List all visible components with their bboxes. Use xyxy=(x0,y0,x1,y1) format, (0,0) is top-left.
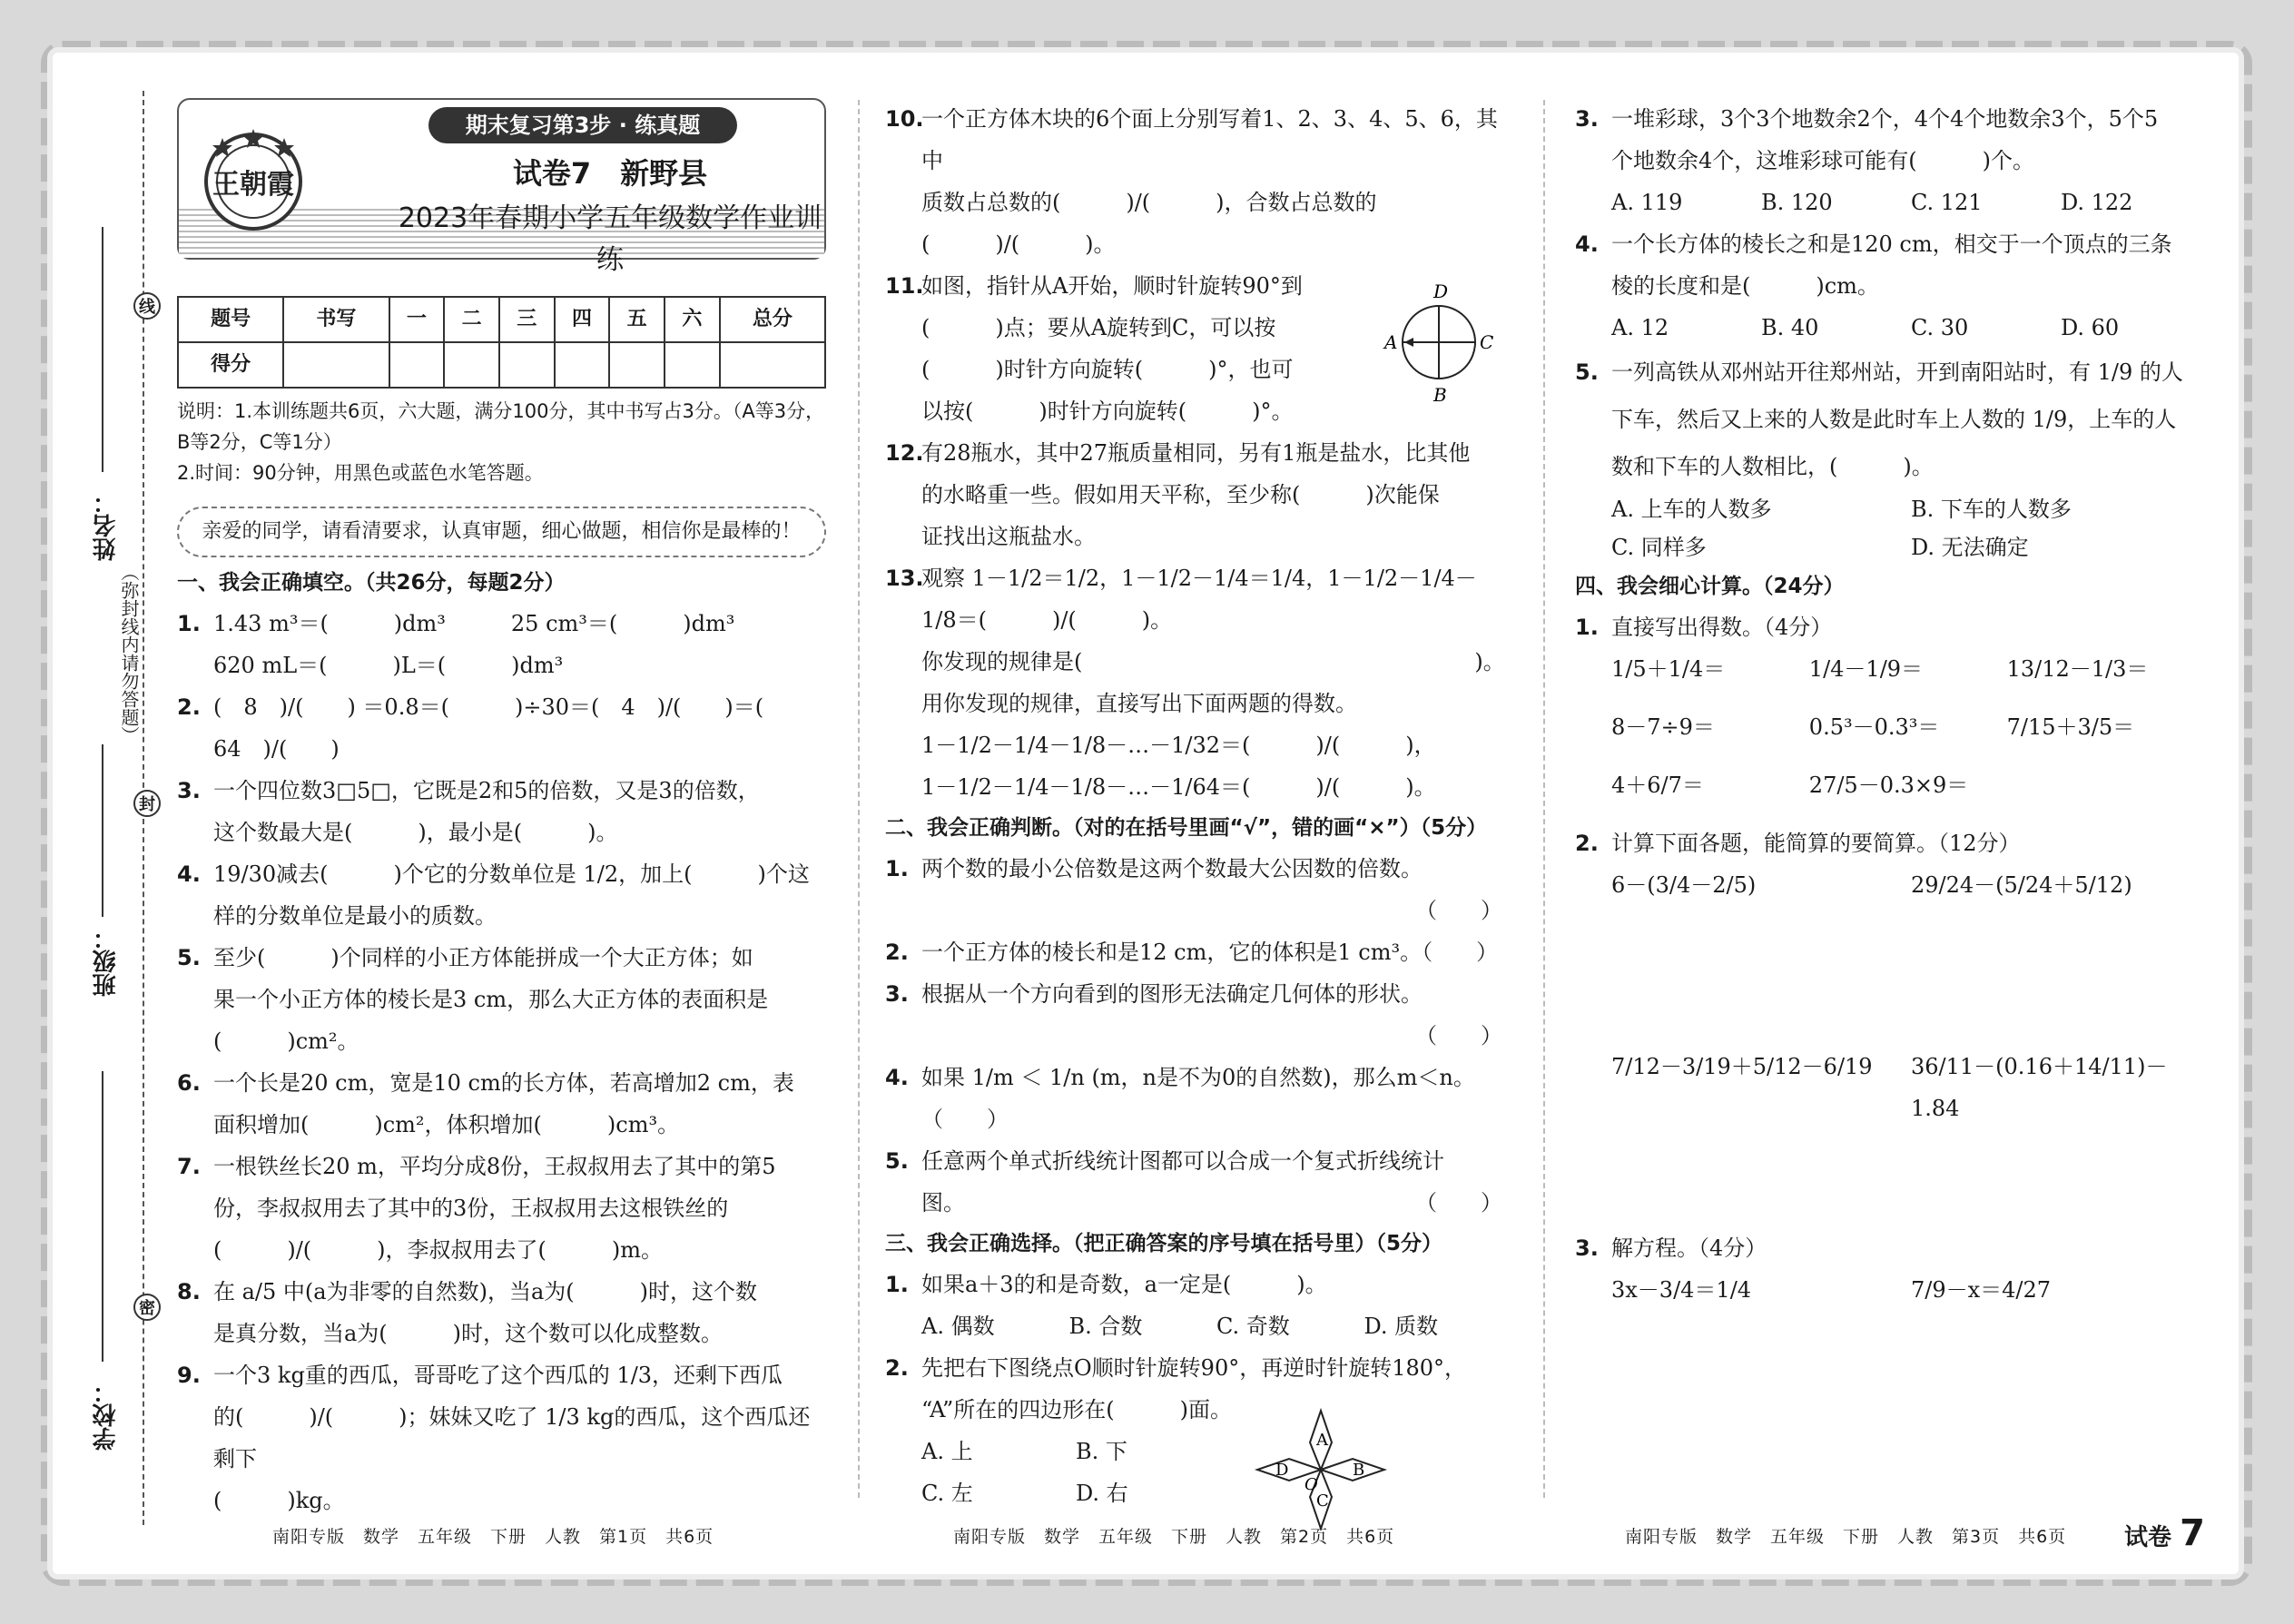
seal-note: （弥封线内请勿答题） xyxy=(118,563,140,744)
calc-item: 29/24－(5/24＋5/12) xyxy=(1911,872,2132,898)
encouragement-box: 亲爱的同学，请看清要求，认真审题，细心做题，相信你是最棒的！ xyxy=(177,507,826,557)
name-label: 姓名： xyxy=(93,490,120,561)
seal-mark-feng: 封 xyxy=(133,790,161,817)
question-11: 11. 如图，指针从A开始，顺时针旋转90°到 ( )点；要从A旋转到C，可以按 ( )时针方向旋转( )°，也可 以按( )时针方向旋转( )°。 D A C B xyxy=(885,265,1511,432)
score-cell[interactable] xyxy=(665,342,720,388)
calc-item: 27/5－0.3×9＝ xyxy=(1808,773,1969,798)
section-title: 二、我会正确判断。（对的在括号里画“√”，错的画“×”）（5分） xyxy=(885,816,1488,840)
option[interactable]: D. 60 xyxy=(2061,315,2120,340)
column-divider xyxy=(1543,100,1545,1498)
calc-item: 1/4－1/9＝ xyxy=(1808,656,1924,682)
choice-options xyxy=(1611,182,2210,223)
exam-header xyxy=(177,98,826,276)
section-title: 四、我会细心计算。（24分） xyxy=(1575,575,1845,598)
score-cell[interactable] xyxy=(389,342,445,388)
name-field[interactable] xyxy=(102,227,103,472)
seal-mark-mi: 密 xyxy=(133,1294,161,1321)
question-5: 5. 至少( )个同样的小正方体能拼成一个大正方体；如 果一个小正方体的棱长是3 cm，那么大正方体的表面积是 ( )cm²。 xyxy=(177,945,769,1054)
calc-item: 6－(3/4－2/5) xyxy=(1611,872,1757,898)
question-1: 1. 1.43 m³＝( )dm³ 25 cm³＝( )dm³ 620 mL＝( )L＝( )dm³ xyxy=(177,611,735,678)
review-step-banner: 期末复习第3步 · 练真题 xyxy=(428,107,737,143)
choice-options xyxy=(921,1305,1511,1347)
column-1 xyxy=(177,98,826,1521)
option[interactable]: A. 上 xyxy=(921,1439,973,1464)
score-header: 总分 xyxy=(720,297,825,342)
judge-2: 2. 一个正方体的棱长和是12 cm，它的体积是1 cm³。（ ） xyxy=(885,940,1499,965)
score-header: 书写 xyxy=(283,297,389,342)
score-table xyxy=(177,296,826,389)
score-cell[interactable] xyxy=(444,342,499,388)
exam-number-tag: 试卷 7 xyxy=(2124,1512,2205,1554)
score-header: 一 xyxy=(389,297,445,342)
section-title: 一、我会正确填空。（共26分，每题2分） xyxy=(177,571,566,595)
answer-paren[interactable]: （ ） xyxy=(1415,1023,1502,1048)
option[interactable]: A. 12 xyxy=(1611,315,1669,340)
paper-subtitle: 2023年春期小学五年级数学作业训练 xyxy=(398,202,822,276)
rhombus-label: A xyxy=(1316,1431,1328,1450)
choice-options xyxy=(921,1431,1230,1472)
judge-3: 3. 根据从一个方向看到的图形无法确定几何体的形状。 （ ） xyxy=(885,973,1511,1057)
option[interactable]: C. 奇数 xyxy=(1216,1314,1290,1339)
option[interactable]: A. 上车的人数多 xyxy=(1611,497,1772,522)
option[interactable]: B. 下车的人数多 xyxy=(1911,497,2072,522)
score-cell[interactable] xyxy=(609,342,665,388)
calc-2: 2. 计算下面各题，能简算的要简算。（12分） xyxy=(1575,831,2021,856)
option[interactable]: C. 30 xyxy=(1911,315,1969,340)
choice-options xyxy=(1611,307,2210,349)
score-header: 三 xyxy=(499,297,555,342)
brand-logo xyxy=(195,125,311,234)
class-field[interactable] xyxy=(102,744,103,917)
svg-text:王朝霞: 王朝霞 xyxy=(212,169,294,201)
calc-item: 7/15＋3/5＝ xyxy=(2006,714,2135,740)
school-field[interactable] xyxy=(102,1071,103,1362)
option[interactable]: D. 质数 xyxy=(1364,1314,1439,1339)
choice-options xyxy=(921,1472,1230,1514)
choice-options xyxy=(1611,528,2210,566)
equation-grid xyxy=(1575,1269,2210,1327)
school-label: 学校： xyxy=(93,1380,120,1451)
question-6: 6. 一个长是20 cm，宽是10 cm的长方体，若高增加2 cm，表 面积增加( )cm²，体积增加( )cm³。 xyxy=(177,1070,794,1137)
calc-item: 13/12－1/3＝ xyxy=(2006,656,2149,682)
option[interactable]: C. 同样多 xyxy=(1611,535,1707,560)
dial-label: C xyxy=(1480,331,1494,353)
score-cell[interactable] xyxy=(499,342,555,388)
calc-item: 3x－3/4＝1/4 xyxy=(1611,1277,1752,1303)
section-title: 三、我会正确选择。（把正确答案的序号填在括号里）（5分） xyxy=(885,1232,1443,1255)
question-4: 4. 19/30减去( )个它的分数单位是 1/2，加上( )个这 样的分数单位是最小的质数。 xyxy=(177,861,810,929)
dial-label: D xyxy=(1433,281,1449,302)
question-8: 8. 在 a/5 中(a为非零的自然数)，当a为( )时，这个数 是真分数，当a为( )时，这个数可以化成整数。 xyxy=(177,1279,757,1346)
question-9: 9. 一个3 kg重的西瓜，哥哥吃了这个西瓜的 1/3，还剩下西瓜 的( )/( )；妹妹又吃了 1/3 kg的西瓜，这个西瓜还剩下 ( )kg。 xyxy=(177,1363,811,1513)
score-header: 五 xyxy=(609,297,665,342)
option[interactable]: C. 121 xyxy=(1911,190,1983,215)
simplify-grid xyxy=(1575,864,2210,1227)
choice-2: 2. 先把右下图绕点O顺时针旋转90°，再逆时针旋转180°， “A”所在的四边形在( )面。 A. 上 B. 下 C. 左 D. 右 A D O B C xyxy=(885,1347,1511,1514)
column-divider xyxy=(858,100,860,1498)
question-3: 3. 一个四位数3□5□，它既是2和5的倍数，又是3的倍数， 这个数最大是( )，最小是( )。 xyxy=(177,778,760,845)
calc-item: 1/5＋1/4＝ xyxy=(1611,656,1726,682)
dial-label: B xyxy=(1433,384,1447,406)
judge-5: 5. 任意两个单式折线统计图都可以合成一个复式折线统计 图。 （ ） xyxy=(885,1140,1511,1224)
score-header-row xyxy=(178,297,825,342)
option[interactable]: B. 40 xyxy=(1761,315,1819,340)
rhombus-label: C xyxy=(1316,1491,1329,1511)
score-header: 六 xyxy=(665,297,720,342)
score-cell[interactable] xyxy=(555,342,610,388)
option[interactable]: B. 合数 xyxy=(1068,1314,1143,1339)
choice-3: 3. 一堆彩球，3个3个地数余2个，4个4个地数余3个，5个5 个地数余4个，这堆彩球可能有( )个。 A. 119 B. 120 C. 121 D. 122 xyxy=(1575,98,2210,223)
option[interactable]: C. 左 xyxy=(921,1481,973,1506)
oral-calc-grid xyxy=(1575,648,2210,822)
rhombus-label: O xyxy=(1305,1475,1318,1494)
question-12: 12. 有28瓶水，其中27瓶质量相同，另有1瓶是盐水，比其他 的水略重一些。假如用天平称，至少称( )次能保 证找出这瓶盐水。 xyxy=(885,440,1471,549)
column-2 xyxy=(885,98,1511,1514)
score-header: 二 xyxy=(444,297,499,342)
score-header: 题号 xyxy=(178,297,283,342)
calc-item: 8－7÷9＝ xyxy=(1611,714,1715,740)
option[interactable]: D. 无法确定 xyxy=(1911,535,2029,560)
calc-item: 0.5³－0.3³＝ xyxy=(1808,714,1940,740)
question-10: 10. 一个正方体木块的6个面上分别写着1、2、3、4、5、6，其中 质数占总数的( )/( )，合数占总数的( )/( )。 xyxy=(885,106,1498,257)
page-footer: 南阳专版 数学 五年级 下册 人教 第1页 共6页 xyxy=(272,1527,714,1547)
page-footer: 南阳专版 数学 五年级 下册 人教 第3页 共6页 xyxy=(1625,1527,2067,1547)
rhombus-figure xyxy=(1248,1402,1393,1538)
calc-item: 7/12－3/19＋5/12－6/19 xyxy=(1611,1054,1873,1079)
calc-item: 4＋6/7＝ xyxy=(1611,773,1704,798)
option[interactable]: D. 右 xyxy=(1076,1481,1128,1506)
dial-label: A xyxy=(1384,331,1398,353)
column-3 xyxy=(1575,98,2210,1327)
choice-1: 1. 如果a＋3的和是奇数，a一定是( )。 A. 偶数 B. 合数 C. 奇数 D. 质数 xyxy=(885,1264,1511,1347)
option[interactable]: D. 122 xyxy=(2061,190,2133,215)
answer-paren[interactable]: （ ） xyxy=(1415,1190,1502,1216)
paper-title: 试卷7 新野县 xyxy=(512,156,708,191)
answer-paren[interactable]: （ ） xyxy=(1415,898,1502,923)
class-label: 班级： xyxy=(93,926,120,997)
option[interactable]: A. 119 xyxy=(1611,190,1683,215)
score-cell[interactable] xyxy=(720,342,825,388)
calc-item: 36/11－(0.16＋14/11)－1.84 xyxy=(1911,1054,2168,1121)
question-7: 7. 一根铁丝长20 m，平均分成8份，王叔叔用去了其中的第5 份，李叔叔用去了其中的3份，王叔叔用去这根铁丝的 ( )/( )，李叔叔用去了( )m。 xyxy=(177,1154,776,1263)
choice-4: 4. 一个长方体的棱长之和是120 cm，相交于一个顶点的三条 棱的长度和是( )cm。 A. 12 B. 40 C. 30 D. 60 xyxy=(1575,223,2210,349)
option[interactable]: B. 120 xyxy=(1761,190,1833,215)
instruction-line: 2.时间：90分钟，用黑色或蓝色水笔答题。 xyxy=(177,462,544,484)
rhombus-label: D xyxy=(1275,1461,1289,1480)
instruction-line: 说明：1.本训练题共6页，六大题，满分100分，其中书写占3分。（A等3分，B等2分，C等1分） xyxy=(177,400,825,453)
score-row xyxy=(178,342,825,388)
rhombus-label: B xyxy=(1353,1461,1365,1480)
calc-1: 1. 直接写出得数。（4分） xyxy=(1575,615,1833,640)
question-2: 2. ( 8 )/( ) ＝0.8＝( )÷30＝( 4 )/( )＝( 64 )/( ) xyxy=(177,694,786,762)
option[interactable]: A. 偶数 xyxy=(921,1314,995,1339)
clock-dial-figure xyxy=(1375,274,1502,410)
calc-item: 7/9－x＝4/27 xyxy=(1911,1277,2052,1303)
calc-3: 3. 解方程。（4分） xyxy=(1575,1235,1767,1261)
choice-options xyxy=(1611,490,2210,528)
option[interactable]: B. 下 xyxy=(1076,1439,1127,1464)
judge-4: 4. 如果 1/m ＜ 1/n (m，n是不为0的自然数)，那么m＜n。（ ） xyxy=(885,1065,1475,1132)
choice-5: 5. 一列高铁从邓州站开往郑州站，开到南阳站时，有 1/9 的人 下车，然后又上来的人数是此时车上人数的 1/9，上车的人 数和下车的人数相比，( )。 A. 上车的人数多 B. 下车的人数多 C. 同样多 D. 无法确定 xyxy=(1575,349,2210,566)
page-footer: 南阳专版 数学 五年级 下册 人教 第2页 共6页 xyxy=(953,1527,1395,1547)
instructions xyxy=(177,396,826,488)
score-header: 四 xyxy=(555,297,610,342)
question-13: 13. 观察 1－1/2＝1/2，1－1/2－1/4＝1/4，1－1/2－1/4－1/8＝( )/( )。 你发现的规律是( )。 用你发现的规律，直接写出下面两题的得数。 1－1/2－1/4－1/8－…－1/32＝( )/( )， 1－1/2－1/4－1/8－…－1/64＝( )/( )。 xyxy=(885,566,1505,800)
judge-1: 1. 两个数的最小公倍数是这两个数最大公因数的倍数。 （ ） xyxy=(885,848,1511,931)
seal-mark-xian: 线 xyxy=(133,292,161,320)
score-row-label: 得分 xyxy=(178,342,283,388)
score-cell[interactable] xyxy=(283,342,389,388)
